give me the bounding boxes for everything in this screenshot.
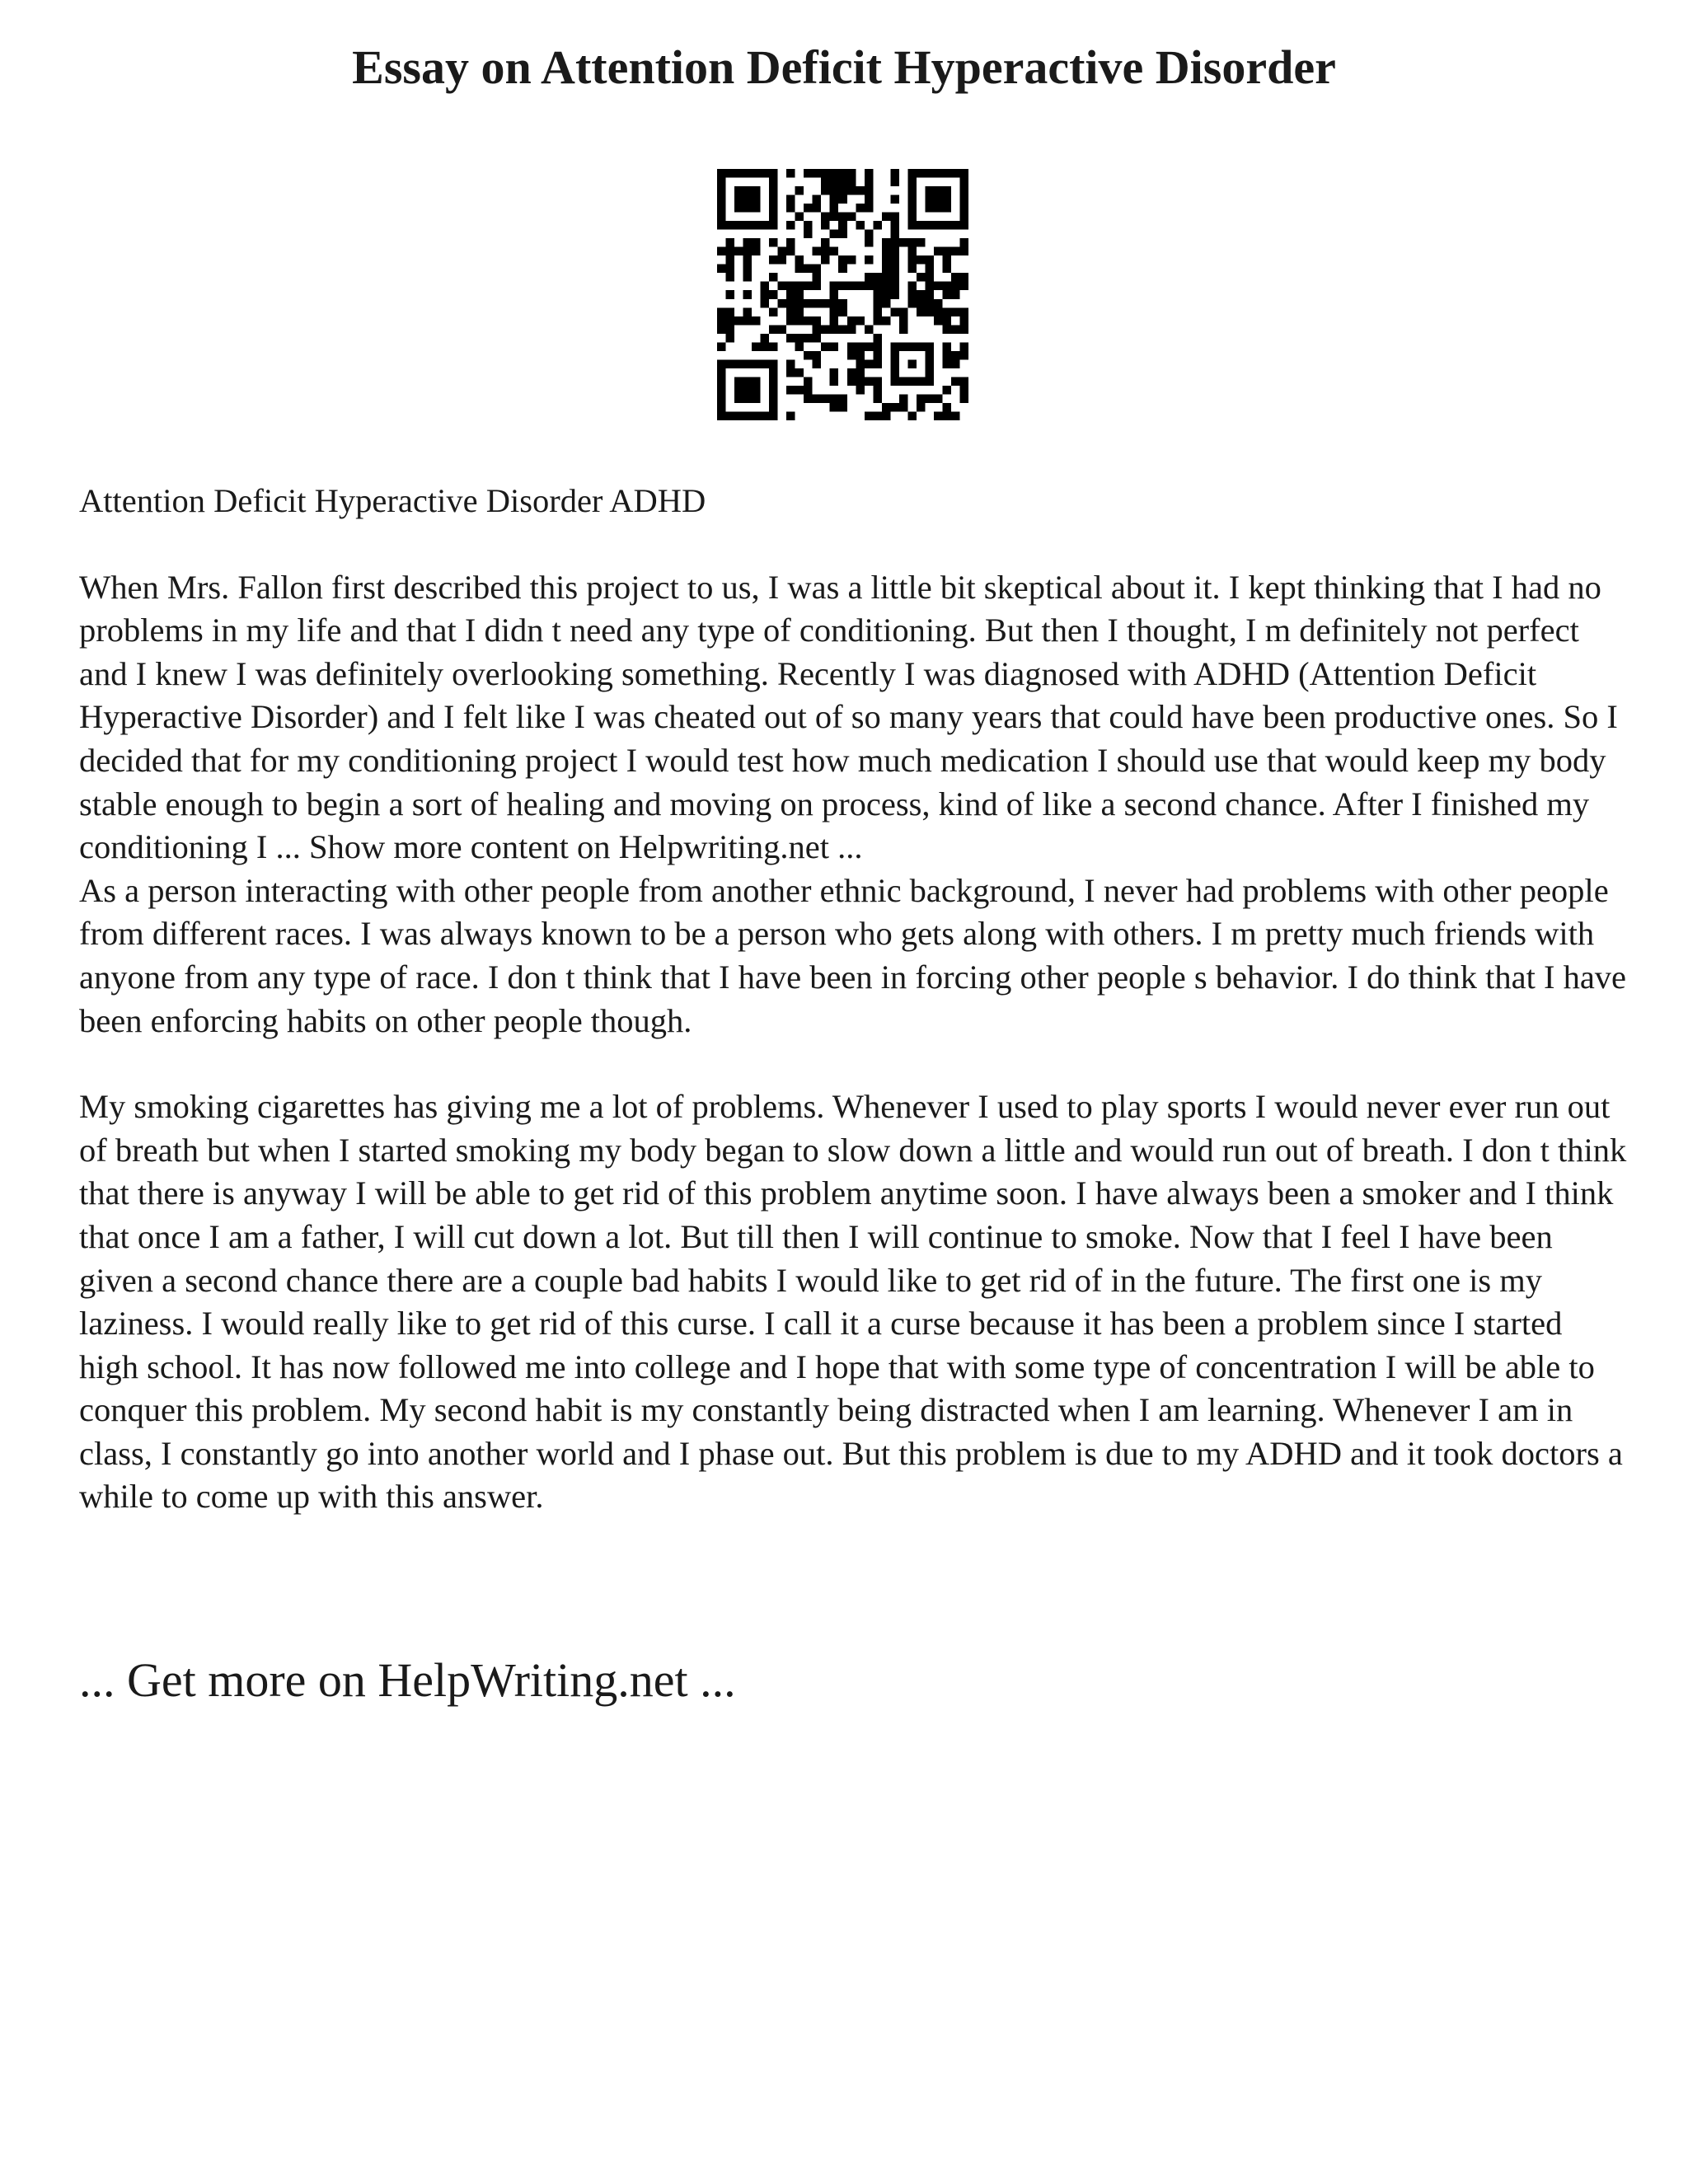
essay-paragraph: My smoking cigarettes has giving me a lot of problems. Whenever I used to play sports I would never ever run out of breath but when I started smoking my body began to slow down a little and would run out of breath. I don t think that there is anyway I will be able to get rid of this problem anytime soon. I have always been a smoker and I think that once I am a father, I will cut down a lot. But till then I will continue to smoke. Now that I feel I have been given a second chance there are a couple bad habits I would like to get rid of in the future. The first one is my laziness. I would really like to get rid of this curse. I call it a curse because it has been a problem since I started high school. It has now followed me into college and I hope that with some type of concentration I will be able to conquer this problem. My second habit is my constantly being distracted when I am learning. Whenever I am in class, I constantly go into another world and I phase out. But this problem is due to my ADHD and it took doctors a while to come up with this answer. [79,1088,1627,1516]
qr-code-icon [717,169,968,420]
page-title: Essay on Attention Deficit Hyperactive Disorder [352,40,1336,94]
essay-paragraph: When Mrs. Fallon first described this project to us, I was a little bit skeptical about it. I kept thinking that I had no problems in my life and that I didn t need any type of conditioning. But then I thought, I m definitely not perfect and I knew I was definitely overlooking something. Recently I was diagnosed with ADHD (Attention Deficit Hyperactive Disorder) and I felt like I was cheated out of so many years that could have been productive ones. So I decided that for my conditioning project I would test how much medication I should use that would keep my body stable enough to begin a sort of healing and moving on process, kind of like a second chance. After I finished my conditioning I ... Show more content on Helpwriting.net ... [79,568,1618,866]
essay-body [79,480,1629,1519]
essay-heading: Attention Deficit Hyperactive Disorder ADHD [79,482,706,519]
essay-paragraph: As a person interacting with other people from another ethnic background, I never had problems with other people from different races. I was always known to be a person who gets along with others. I m pretty much friends with anyone from any type of race. I don t think that I have been in forcing other people s behavior. I do think that I have been enforcing habits on other people though. [79,871,1627,1039]
get-more-link[interactable]: ... Get more on HelpWriting.net ... [79,1653,736,1707]
